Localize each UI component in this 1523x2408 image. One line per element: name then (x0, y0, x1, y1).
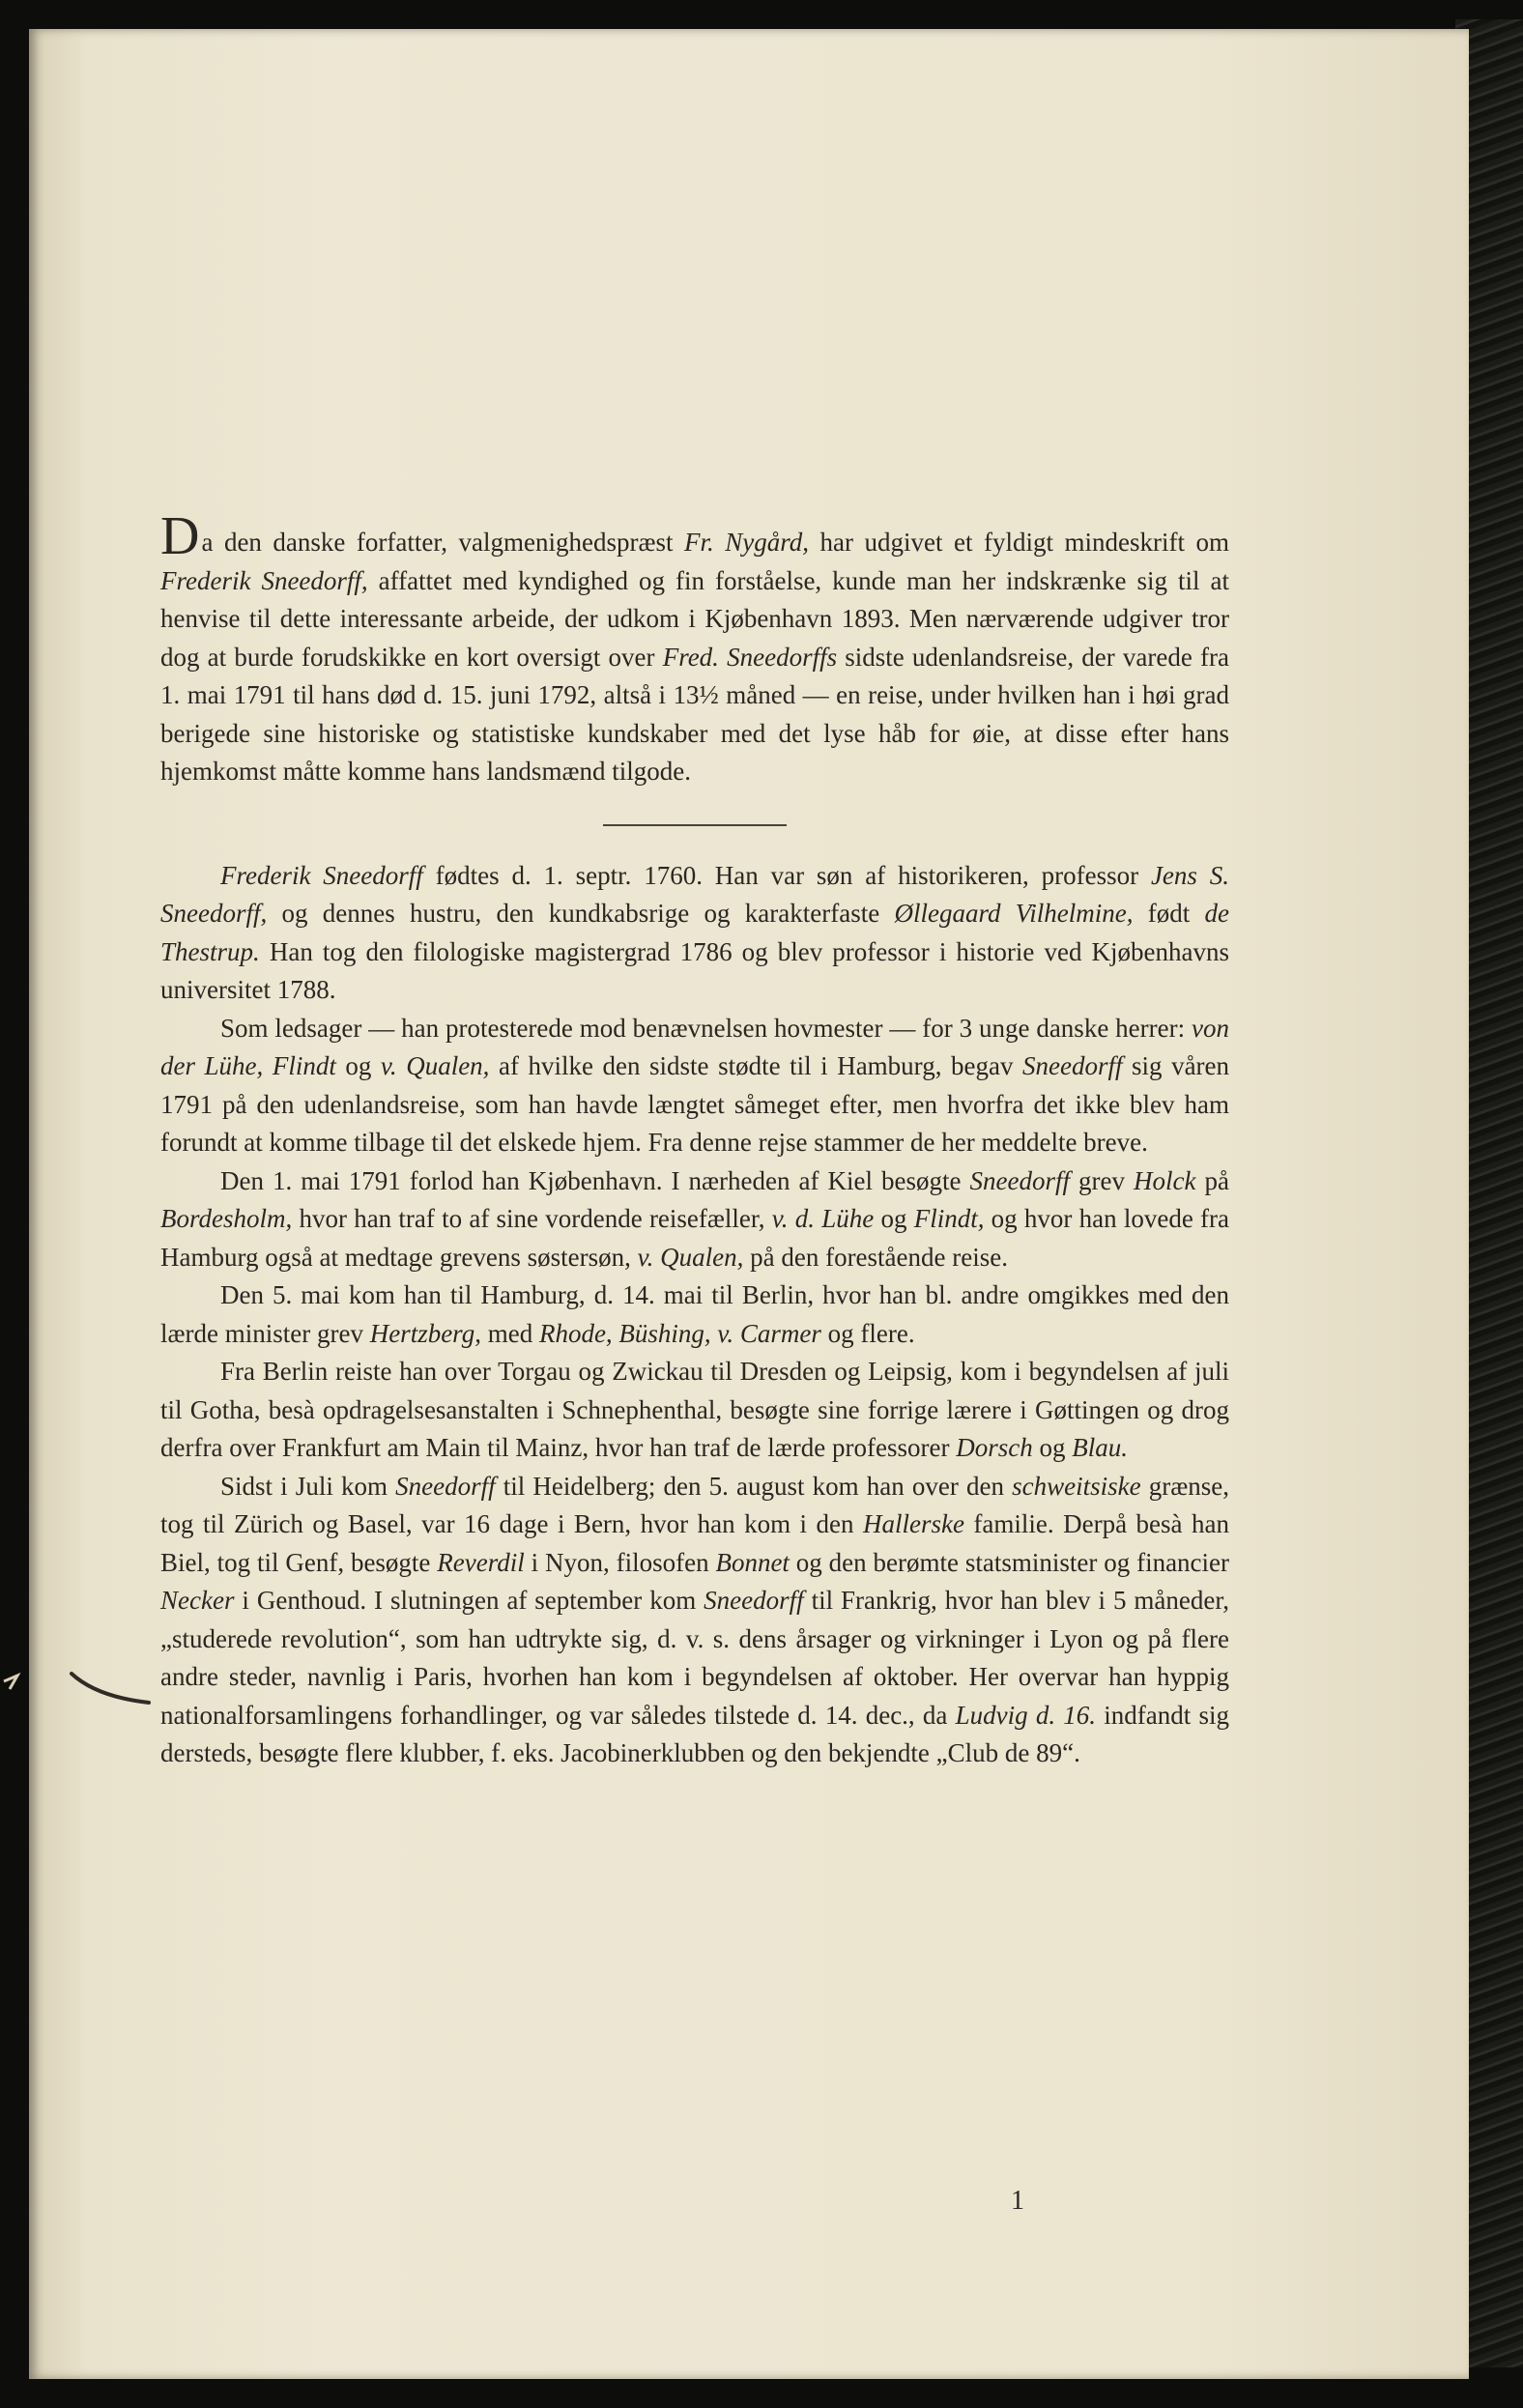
text-run: og den berømte statsminister og financier (789, 1547, 1230, 1577)
text-run: til Heidelberg; den 5. august kom han over den (495, 1471, 1013, 1501)
italic-name: Rhode, Büshing, v. Carmer (538, 1318, 821, 1348)
text-run: familie. Derpå besà han Biel, tog til Genf, besøgte (160, 1509, 1229, 1577)
italic-name: Frederik Sneedorff, (160, 565, 368, 595)
intro-paragraph (160, 506, 1229, 791)
italic-name: v. Qualen, (380, 1051, 490, 1080)
text-run: Fra Berlin reiste han over Torgau og Zwickau til Dresden og Leipsig, kom i begyndelsen af juli til Gotha, besà opdragelsesanstalten i Schnephenthal, besøgte sine forrige lærere i Gøttingen og drog derfra over Frankfurt am Main til Mainz, hvor han traf de lærde professorer (160, 1357, 1229, 1462)
text-run: grev (1070, 1165, 1135, 1195)
text-run: hvor han traf to af sine vordende reisefæller, (292, 1204, 772, 1233)
italic-name: Jens S. Sneedorff, (160, 860, 1229, 928)
italic-name: Bordesholm, (160, 1204, 293, 1233)
text-run: og (335, 1051, 381, 1080)
paragraphs (160, 857, 1229, 1773)
margin-pencil-mark (0, 1660, 58, 1699)
body-text (160, 506, 1230, 1773)
italic-name: Holck (1134, 1165, 1196, 1195)
text-run: affattet med kyndighed og fin forståelse, kunde man her indskrænke sig til at henvise til dette interessante arbeide, der udkom i Kjøbenhavn 1893. Men nærværende udgiver tror dog at burde forudskikke en kort oversigt over (160, 565, 1229, 672)
body-paragraph (160, 1353, 1229, 1468)
text-run: af hvilke den sidste stødte til i Hamburg, begav (489, 1051, 1022, 1080)
text-run: sig våren 1791 på den udenlandsreise, som han havde længtet såmeget efter, men hvorfra det ikke blev ham forundt at komme tilbage til det elskede hjem. Fra denne rejse stammer de her meddelte breve. (160, 1051, 1230, 1157)
text-run: og hvor han lovede fra Hamburg også at medtage grevens søstersøn, (160, 1204, 1230, 1272)
italic-name: Frederik Sneedorff (220, 860, 423, 890)
italic-name: schweitsiske (1012, 1471, 1141, 1501)
text-run: sidste udenlandsreise, der varede fra 1. mai 1791 til hans død d. 15. juni 1792, altså i 13½ måned — en reise, under hvilken han i høi grad berigede sine historiske og statistiske kundskaber med det lyse håb for øie, at disse efter hans hjemkomst måtte komme hans landsmænd tilgode. (160, 642, 1229, 786)
text-run: Som ledsager — han protesterede mod benævnelsen hovmester — for 3 unge danske herrer: (220, 1013, 1193, 1043)
text-run: har udgivet et fyldigt mindeskrift om (809, 528, 1229, 557)
italic-name: Hallerske (862, 1509, 964, 1538)
text-run: i Genthoud. I slutningen af september kom (234, 1586, 704, 1615)
italic-name: Fred. Sneedorffs (662, 642, 838, 672)
text-run: på den forestående reise. (743, 1242, 1008, 1272)
italic-name: Øllegaard Vilhelmine, (894, 899, 1134, 928)
italic-name: Sneedorff (1022, 1051, 1123, 1080)
page-number: 1 (1011, 2186, 1024, 2216)
text-run: i Nyon, filosofen (524, 1547, 716, 1577)
text-run: Den 5. mai kom han til Hamburg, d. 14. mai til Berlin, hvor han bl. andre omgikkes med den lærde minister grev (160, 1280, 1229, 1348)
text-run: indfandt sig dersteds, besøgte flere klubber, f. eks. Jacobinerklubben og den bekjendte „Club de 89“. (160, 1700, 1229, 1767)
italic-name: Hertzberg, (369, 1318, 481, 1348)
italic-name: Flindt, (913, 1204, 985, 1233)
italic-name: Fr. Nygård, (684, 528, 810, 557)
section-divider (603, 824, 787, 826)
body-paragraph (160, 1010, 1229, 1162)
text-run: a den danske forfatter, valgmenighedspræst (201, 528, 684, 557)
intro-text (160, 528, 1229, 786)
text-run: grænse, tog til Zürich og Basel, var 16 dage i Bern, hvor han kom i den (160, 1471, 1229, 1538)
text-run: Sidst i Juli kom (220, 1471, 396, 1501)
text-run: Den 1. mai 1791 forlod han Kjøbenhavn. I nærheden af Kiel besøgte (220, 1165, 970, 1195)
italic-name: Necker (160, 1586, 235, 1615)
body-paragraph (160, 1468, 1229, 1773)
italic-name: Dorsch (956, 1433, 1033, 1462)
text-run: født (1133, 899, 1205, 928)
italic-name: de Thestrup. (160, 899, 1230, 966)
text-run: fødtes d. 1. septr. 1760. Han var søn af historikeren, professor (422, 860, 1151, 890)
text-run: Han tog den filologiske magistergrad 1786 og blev professor i historie ved Kjøbenhavns universitet 1788. (160, 936, 1229, 1004)
drop-cap: D (160, 506, 200, 566)
italic-name: Blau. (1072, 1433, 1128, 1462)
italic-name: Sneedorff (395, 1471, 496, 1501)
text-run: og flere. (820, 1318, 915, 1348)
annotation-stroke (68, 1668, 155, 1716)
text-run: og (1032, 1433, 1073, 1462)
body-paragraph (160, 1276, 1229, 1353)
text-run: på (1195, 1165, 1229, 1195)
italic-name: Ludvig d. 16. (955, 1700, 1097, 1730)
body-paragraph (160, 1162, 1229, 1277)
italic-name: Sneedorff (704, 1586, 804, 1615)
body-paragraph (160, 857, 1229, 1010)
italic-name: v. Qualen, (637, 1242, 744, 1272)
text-run: og dennes hustru, den kundkabsrige og karakterfaste (267, 899, 895, 928)
italic-name: v. d. Lühe (771, 1204, 875, 1233)
italic-name: Bonnet (715, 1547, 790, 1577)
text-run: med (480, 1318, 539, 1348)
text-run: til Frankrig, hvor han blev i 5 måneder, „studerede revolution“, som han udtrykte sig, d. v. s. dens årsager og virkninger i Lyon og på flere andre steder, navnlig i Paris, hvorhen han kom i begyndelsen af oktober. Her overvar han hyppig nationalforsamlingens forhandlinger, og var således tilstede d. 14. dec., da (160, 1586, 1229, 1730)
italic-name: von der Lühe, Flindt (160, 1013, 1229, 1080)
italic-name: Reverdil (437, 1547, 525, 1577)
text-run: og (874, 1204, 914, 1233)
italic-name: Sneedorff (969, 1165, 1070, 1195)
